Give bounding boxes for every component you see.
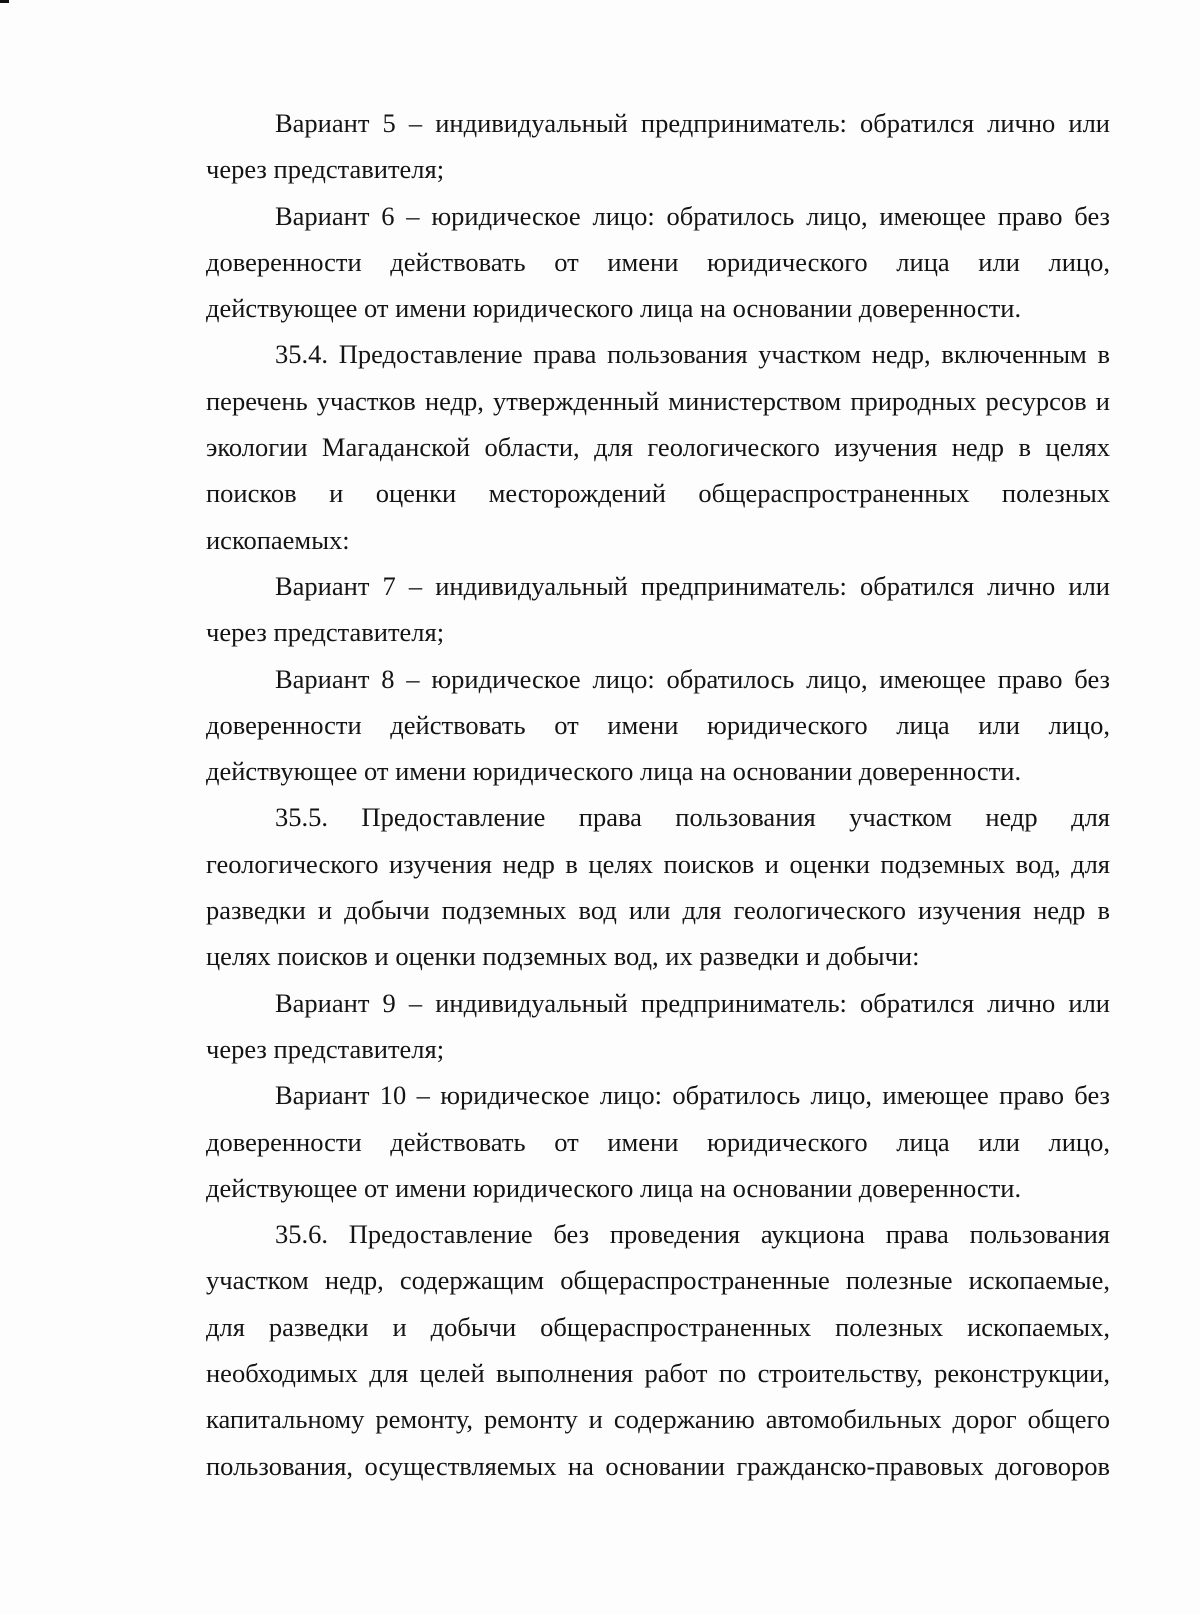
text-line: Вариант 8 – юридическое лицо: обратилось лицо, имеющее право без — [275, 663, 1110, 694]
text-line: разведки и добычи подземных вод или для геологического изучения недр в — [206, 895, 1110, 926]
text-line: через представителя; — [206, 1033, 445, 1064]
text-line: 35.4. Предоставление права пользования участком недр, включенным в — [275, 339, 1110, 370]
text-line: доверенности действовать от имени юридического лица или лицо, — [206, 709, 1110, 740]
text-line: поисков и оценки месторождений общераспространенных полезных — [206, 478, 1110, 509]
text-line: Вариант 9 – индивидуальный предприниматель: обратился лично или — [275, 987, 1110, 1018]
text-line: действующее от имени юридического лица на основании доверенности. — [206, 756, 1022, 787]
text-line: действующее от имени юридического лица на основании доверенности. — [206, 1172, 1022, 1203]
paragraph-variant-6 — [206, 193, 1110, 332]
text-line: целях поисков и оценки подземных вод, их разведки и добычи: — [206, 941, 920, 972]
document-body — [206, 100, 1110, 1489]
paragraph-item-35-5 — [206, 794, 1110, 979]
text-line: Вариант 6 – юридическое лицо: обратилось лицо, имеющее право без — [275, 200, 1110, 231]
paragraph-variant-10 — [206, 1072, 1110, 1211]
text-line: Вариант 5 – индивидуальный предприниматель: обратился лично или — [275, 108, 1110, 138]
paragraph-variant-9 — [206, 980, 1110, 1073]
text-line: 35.5. Предоставление права пользования участком недр для — [275, 802, 1110, 833]
text-line: перечень участков недр, утвержденный министерством природных ресурсов и — [206, 385, 1110, 416]
text-line: экологии Магаданской области, для геологического изучения недр в целях — [206, 432, 1110, 463]
scan-corner-mark — [0, 0, 9, 3]
text-line: Вариант 7 – индивидуальный предприниматель: обратился лично или — [275, 570, 1110, 601]
paragraph-item-35-6 — [206, 1211, 1110, 1489]
text-line: Вариант 10 – юридическое лицо: обратилось лицо, имеющее право без — [275, 1080, 1110, 1111]
paragraph-variant-5 — [206, 100, 1110, 193]
text-line: ископаемых: — [206, 524, 350, 555]
text-line: необходимых для целей выполнения работ по строительству, реконструкции, — [206, 1358, 1110, 1389]
paragraph-variant-7 — [206, 563, 1110, 656]
paragraph-item-35-4 — [206, 331, 1110, 562]
text-line: действующее от имени юридического лица на основании доверенности. — [206, 293, 1022, 324]
text-line: через представителя; — [206, 154, 445, 185]
text-line: через представителя; — [206, 617, 445, 648]
text-line: 35.6. Предоставление без проведения аукциона права пользования — [275, 1219, 1110, 1250]
paragraph-variant-8 — [206, 656, 1110, 795]
text-line: капитальному ремонту, ремонту и содержанию автомобильных дорог общего — [206, 1404, 1110, 1435]
text-line: пользования, осуществляемых на основании гражданско-правовых договоров — [206, 1450, 1110, 1481]
text-line: для разведки и добычи общераспространенных полезных ископаемых, — [206, 1311, 1110, 1342]
text-line: доверенности действовать от имени юридического лица или лицо, — [206, 246, 1110, 277]
text-line: доверенности действовать от имени юридического лица или лицо, — [206, 1126, 1110, 1157]
text-line: участком недр, содержащим общераспространенные полезные ископаемые, — [206, 1265, 1110, 1296]
text-line: геологического изучения недр в целях поисков и оценки подземных вод, для — [206, 848, 1110, 879]
